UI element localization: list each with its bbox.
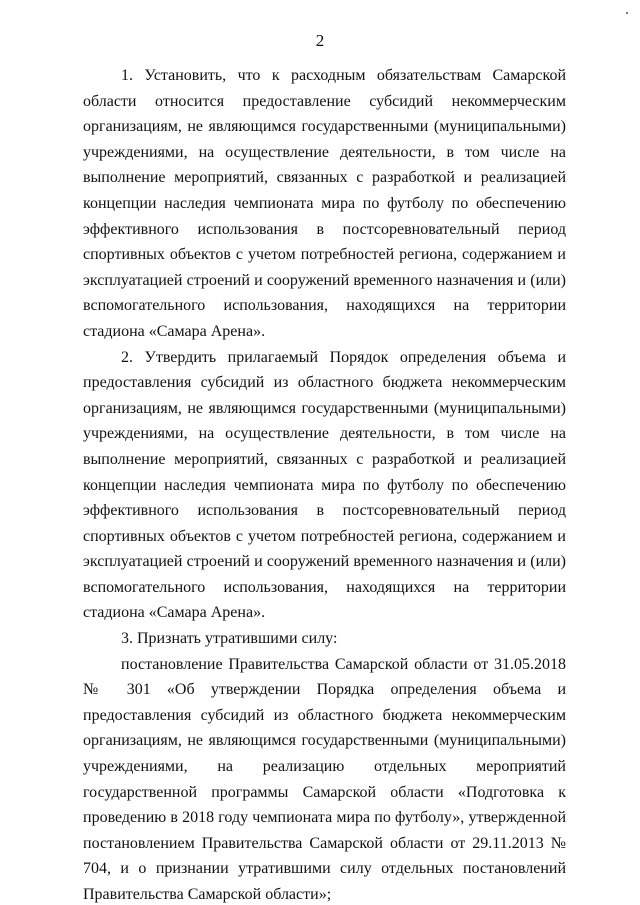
paragraph-2: 2. Утвердить прилагаемый Порядок определения объема и предоставления субсидий из областного бюджета некоммерческим организациям, не являющимся государственными (муниципальными) учреждениями, на осуществление деятельности, в том числе на выполнение мероприятий, связанных с разработкой и реализацией концепции наследия чемпионата мира по футболу по обеспечению эффективного использования в постсоревновательный период спортивных объектов с учетом потребностей региона, содержанием и эксплуатацией строений и сооружений временного назначения и (или) вспомогательного использования, находящихся на территории стадиона «Самара Арена».	[83, 348, 566, 622]
page-number: 2	[315, 31, 325, 50]
paragraph-1: 1. Установить, что к расходным обязательствам Самарской области относится предоставление субсидий некоммерческим организациям, не являющимся государственными (муниципальными) учреждениями, на осуществление деятельности, в том числе на выполнение мероприятий, связанных с разработкой и реализацией концепции наследия чемпионата мира по футболу по обеспечению эффективного использования в постсоревновательный период спортивных объектов с учетом потребностей региона, содержанием и эксплуатацией строений и сооружений временного назначения и (или) вспомогательного использования, находящихся на территории стадиона «Самара Арена».	[83, 67, 566, 340]
scan-dot	[626, 12, 628, 14]
paragraph-4: постановление Правительства Самарской области от 31.05.2018 № 301 «Об утверждении Порядка определения объема и предоставления субсидий из областного бюджета некоммерческим организациям, не являющимся государственными (муниципальными) учреждениями, на реализацию отдельных мероприятий государственной программы Самарской области «Подготовка к проведению в 2018 году чемпионата мира по футболу», утвержденной постановлением Правительства Самарской области от 29.11.2013 № 704, и о признании утратившими силу отдельных постановлений Правительства Самарской области»;	[83, 655, 566, 903]
paragraph-3: 3. Признать утратившими силу:	[121, 630, 338, 648]
document-body	[83, 63, 566, 905]
